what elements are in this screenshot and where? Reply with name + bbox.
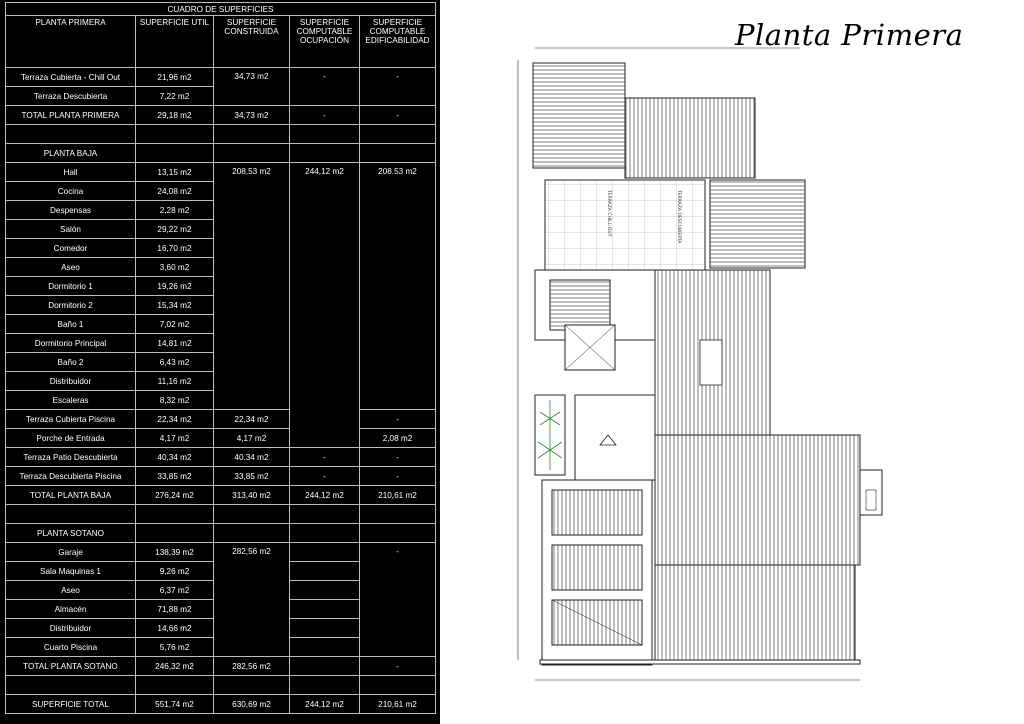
plan-label-chill-out: TERRAZA CHILL-OUT bbox=[606, 190, 611, 237]
row-name: Terraza Cubierta Piscina bbox=[6, 410, 136, 429]
ocupacion-value: 244,12 m2 bbox=[290, 163, 360, 448]
plan-label-descubierta: TERRAZA DESCUBIERTA bbox=[676, 190, 681, 244]
ocupacion-value: 244,12 m2 bbox=[290, 695, 360, 714]
table-row bbox=[6, 410, 436, 429]
row-name: Almacén bbox=[6, 600, 136, 619]
edificabilidad-value: 210,61 m2 bbox=[360, 486, 436, 505]
util-value: 138,39 m2 bbox=[136, 543, 214, 562]
row-name: Dormitorio Principal bbox=[6, 334, 136, 353]
row-name: Porche de Entrada bbox=[6, 429, 136, 448]
util-value: 19,26 m2 bbox=[136, 277, 214, 296]
construida-value: 33,85 m2 bbox=[214, 467, 290, 486]
util-value: 16,70 m2 bbox=[136, 239, 214, 258]
util-value: 24,08 m2 bbox=[136, 182, 214, 201]
util-value: 15,34 m2 bbox=[136, 296, 214, 315]
total-row bbox=[6, 657, 436, 676]
table-row bbox=[6, 163, 436, 182]
table-title: CUADRO DE SUPERFICIES bbox=[6, 3, 436, 16]
util-value: 9,26 m2 bbox=[136, 562, 214, 581]
util-value: 29,22 m2 bbox=[136, 220, 214, 239]
row-name: Comedor bbox=[6, 239, 136, 258]
section-heading: PLANTA BAJA bbox=[6, 144, 136, 163]
table-row bbox=[6, 448, 436, 467]
util-value: 3,60 m2 bbox=[136, 258, 214, 277]
dining-table bbox=[700, 340, 722, 385]
row-name: Baño 1 bbox=[6, 315, 136, 334]
header-computable-edificabilidad: SUPERFICIE COMPUTABLE EDIFICABILIDAD bbox=[360, 16, 436, 68]
top-center-terrace bbox=[625, 98, 755, 178]
table-row bbox=[6, 68, 436, 87]
construida-value: 630,69 m2 bbox=[214, 695, 290, 714]
row-name: SUPERFICIE TOTAL bbox=[6, 695, 136, 714]
center-void bbox=[575, 395, 655, 480]
ocupacion-value bbox=[290, 543, 360, 562]
construida-value: 34,73 m2 bbox=[214, 68, 290, 106]
edificabilidad-value: - bbox=[360, 448, 436, 467]
edificabilidad-value: 2,08 m2 bbox=[360, 429, 436, 448]
cell-row-1 bbox=[552, 490, 642, 535]
edificabilidad-value: - bbox=[360, 467, 436, 486]
header-planta-primera: PLANTA PRIMERA bbox=[6, 16, 136, 68]
bottom-frame bbox=[540, 660, 860, 664]
util-value: 7,22 m2 bbox=[136, 87, 214, 106]
row-name: TOTAL PLANTA SOTANO bbox=[6, 657, 136, 676]
section-heading-row bbox=[6, 524, 436, 543]
row-name: Garaje bbox=[6, 543, 136, 562]
construida-value: 4,17 m2 bbox=[214, 429, 290, 448]
header-computable-ocupacion: SUPERFICIE COMPUTABLE OCUPACIÓN bbox=[290, 16, 360, 68]
section-heading: PLANTA SOTANO bbox=[6, 524, 136, 543]
util-value: 14,66 m2 bbox=[136, 619, 214, 638]
right-terrace-block bbox=[710, 180, 805, 268]
table-row bbox=[6, 543, 436, 562]
row-name: Dormitorio 1 bbox=[6, 277, 136, 296]
util-value: 2,28 m2 bbox=[136, 201, 214, 220]
ocupacion-value: - bbox=[290, 68, 360, 106]
spacer-row bbox=[6, 125, 436, 144]
floor-plan-drawing bbox=[500, 40, 1020, 715]
area-schedule-panel bbox=[0, 0, 440, 724]
util-value: 21,96 m2 bbox=[136, 68, 214, 87]
spacer-row bbox=[6, 676, 436, 695]
ocupacion-value: - bbox=[290, 106, 360, 125]
row-name: TOTAL PLANTA PRIMERA bbox=[6, 106, 136, 125]
edificabilidad-value: 208.53 m2 bbox=[360, 163, 436, 410]
util-value: 11,16 m2 bbox=[136, 372, 214, 391]
util-value: 551,74 m2 bbox=[136, 695, 214, 714]
header-superficie-construida: SUPERFICIE CONSTRUIDA bbox=[214, 16, 290, 68]
construida-value: 282,56 m2 bbox=[214, 543, 290, 657]
util-value: 40,34 m2 bbox=[136, 448, 214, 467]
grand-total-row bbox=[6, 695, 436, 714]
row-name: TOTAL PLANTA BAJA bbox=[6, 486, 136, 505]
util-value: 6,43 m2 bbox=[136, 353, 214, 372]
row-name: Cocina bbox=[6, 182, 136, 201]
util-value: 13,15 m2 bbox=[136, 163, 214, 182]
bottom-slats bbox=[655, 565, 855, 660]
edificabilidad-value: - bbox=[360, 543, 436, 657]
area-schedule-table bbox=[5, 2, 436, 714]
cell-row-2 bbox=[552, 545, 642, 590]
util-value: 4,17 m2 bbox=[136, 429, 214, 448]
row-name: Despensas bbox=[6, 201, 136, 220]
edificabilidad-value: - bbox=[360, 657, 436, 676]
row-name: Aseo bbox=[6, 258, 136, 277]
row-name: Aseo bbox=[6, 581, 136, 600]
util-value: 14,81 m2 bbox=[136, 334, 214, 353]
header-superficie-util: SUPERFICIE UTIL bbox=[136, 16, 214, 68]
total-row bbox=[6, 486, 436, 505]
lower-deck bbox=[655, 435, 860, 565]
ocupacion-value: 244,12 m2 bbox=[290, 486, 360, 505]
construida-value: 208,53 m2 bbox=[214, 163, 290, 410]
ocupacion-value bbox=[290, 657, 360, 676]
ocupacion-value: - bbox=[290, 467, 360, 486]
section-heading-row bbox=[6, 144, 436, 163]
row-name: Distribuidor bbox=[6, 619, 136, 638]
row-name: Cuarto Piscina bbox=[6, 638, 136, 657]
ocupacion-value: - bbox=[290, 448, 360, 467]
row-name: Sala Maquinas 1 bbox=[6, 562, 136, 581]
row-name: Salón bbox=[6, 220, 136, 239]
util-value: 276,24 m2 bbox=[136, 486, 214, 505]
table-row bbox=[6, 467, 436, 486]
edificabilidad-value: - bbox=[360, 68, 436, 106]
util-value: 29,18 m2 bbox=[136, 106, 214, 125]
spacer-row bbox=[6, 505, 436, 524]
util-value: 6,37 m2 bbox=[136, 581, 214, 600]
row-name: Baño 2 bbox=[6, 353, 136, 372]
row-name: Terraza Descubierta Piscina bbox=[6, 467, 136, 486]
construida-value: 282,56 m2 bbox=[214, 657, 290, 676]
util-value: 22,34 m2 bbox=[136, 410, 214, 429]
construida-value: 34,73 m2 bbox=[214, 106, 290, 125]
table-row bbox=[6, 429, 436, 448]
row-name: Hall bbox=[6, 163, 136, 182]
util-value: 33,85 m2 bbox=[136, 467, 214, 486]
construida-value: 22,34 m2 bbox=[214, 410, 290, 429]
edificabilidad-value: 210,61 m2 bbox=[360, 695, 436, 714]
row-name: Terraza Patio Descubierta bbox=[6, 448, 136, 467]
construida-value: 313,40 m2 bbox=[214, 486, 290, 505]
row-name: Terraza Descubierta bbox=[6, 87, 136, 106]
total-row bbox=[6, 106, 436, 125]
util-value: 7,02 m2 bbox=[136, 315, 214, 334]
row-name: Distribuidor bbox=[6, 372, 136, 391]
row-name: Terraza Cubierta - Chill Out bbox=[6, 68, 136, 87]
util-value: 5,76 m2 bbox=[136, 638, 214, 657]
construida-value: 40.34 m2 bbox=[214, 448, 290, 467]
stair-block bbox=[550, 280, 610, 330]
edificabilidad-value: - bbox=[360, 106, 436, 125]
top-left-terrace bbox=[533, 63, 625, 168]
row-name: Dormitorio 2 bbox=[6, 296, 136, 315]
edificabilidad-value: - bbox=[360, 410, 436, 429]
row-name: Escaleras bbox=[6, 391, 136, 410]
util-value: 8,32 m2 bbox=[136, 391, 214, 410]
util-value: 246,32 m2 bbox=[136, 657, 214, 676]
annex-inner bbox=[866, 490, 876, 510]
util-value: 71,88 m2 bbox=[136, 600, 214, 619]
plan-title: Planta Primera bbox=[735, 18, 964, 52]
